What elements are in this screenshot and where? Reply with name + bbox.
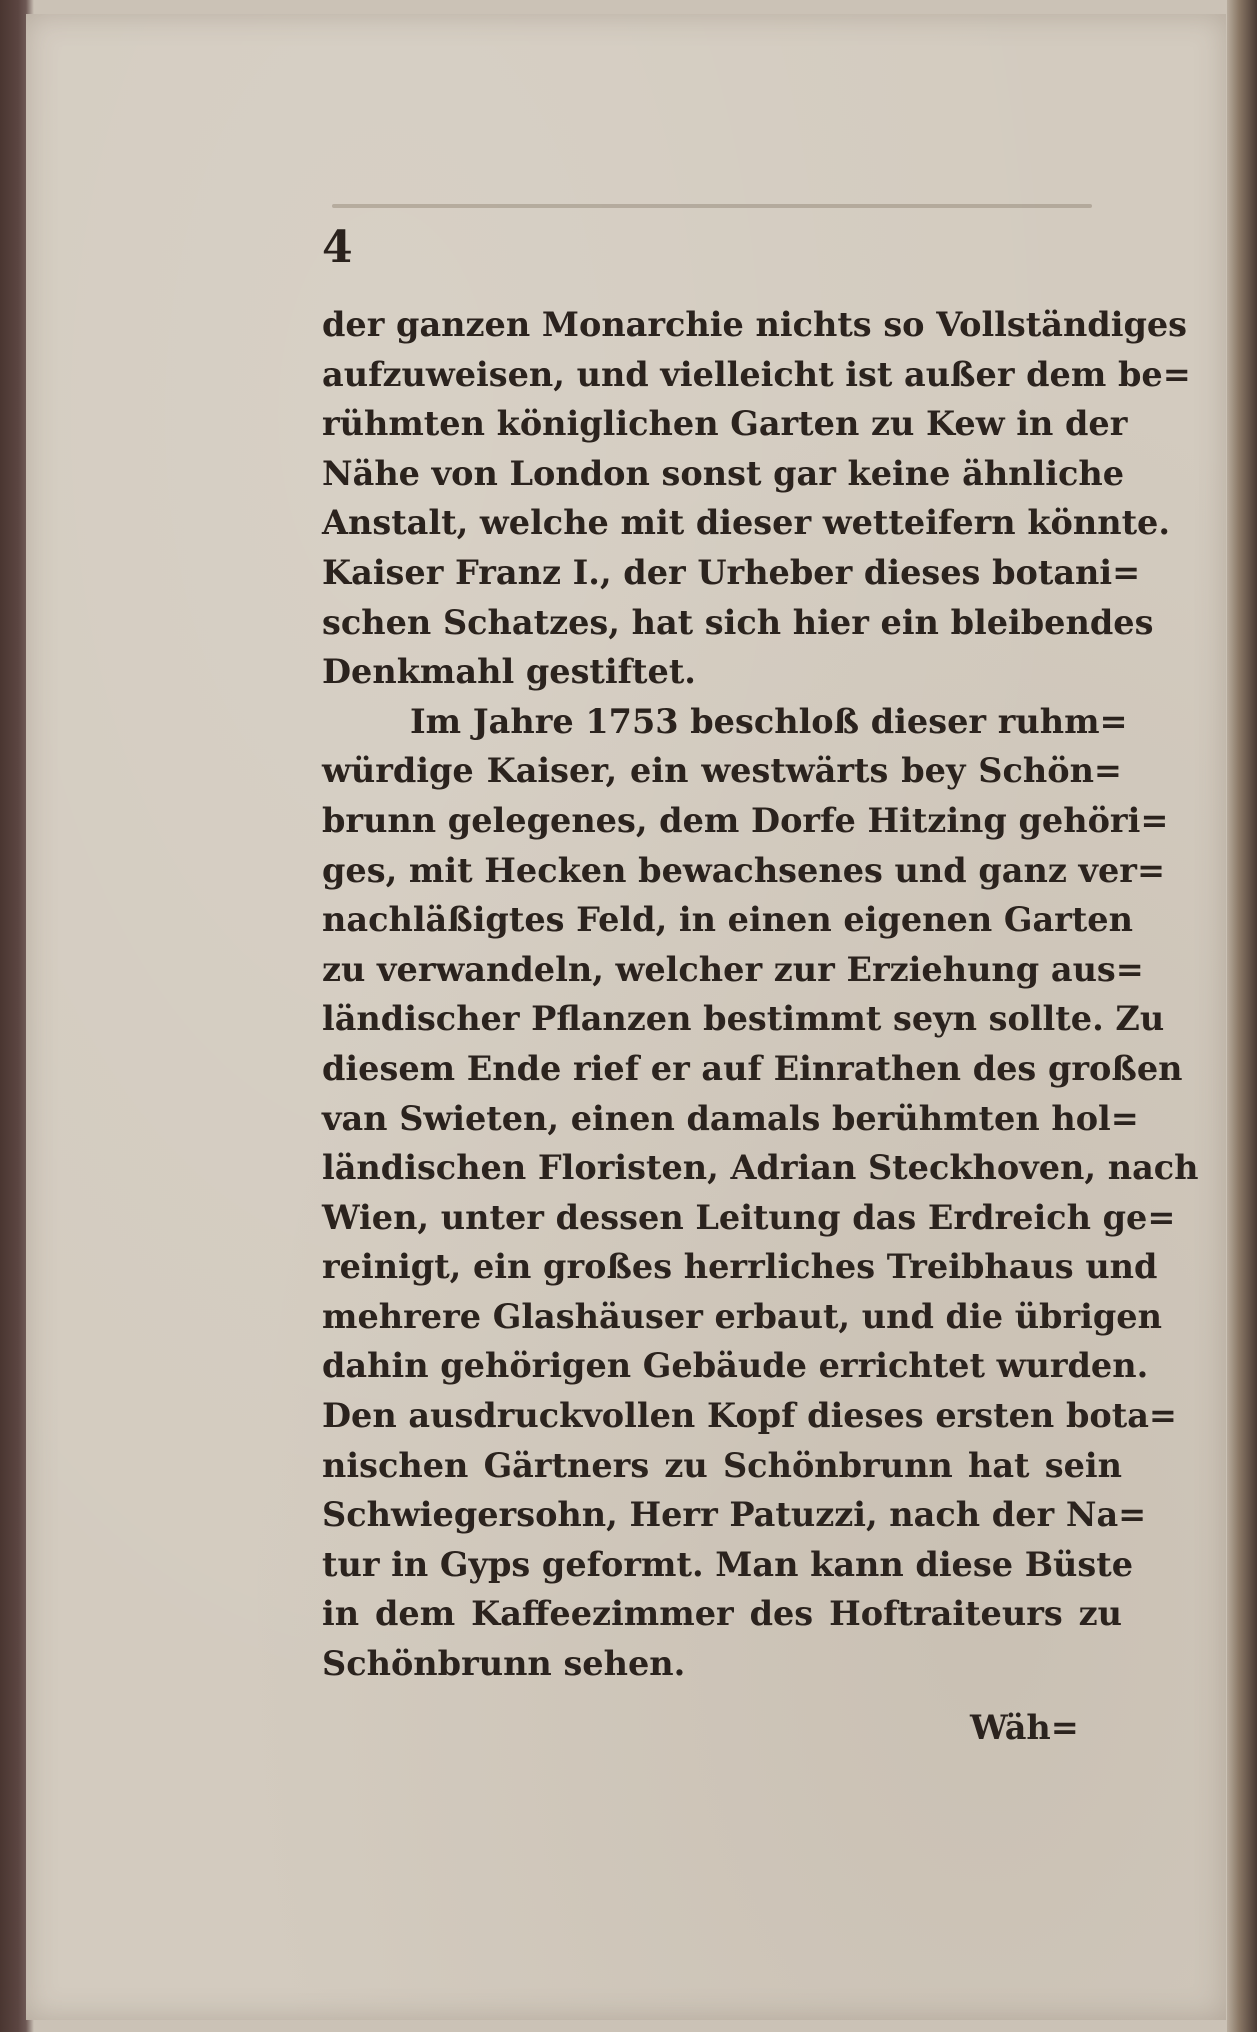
text-line: Nähe von London sonst gar keine ähnliche bbox=[322, 453, 1125, 493]
paragraph-2 bbox=[322, 697, 1199, 1689]
text-line: reinigt, ein großes herrliches Treibhaus und bbox=[322, 1247, 1158, 1287]
text-line: brunn gelegenes, dem Dorfe Hitzing gehöri= bbox=[322, 800, 1169, 840]
text-line: Schwiegersohn, Herr Patuzzi, nach der Na= bbox=[322, 1495, 1147, 1535]
text-line: zu verwandeln, welcher zur Erziehung aus= bbox=[322, 949, 1144, 989]
text-line: Anstalt, welche mit dieser wetteifern könnte. bbox=[322, 503, 1171, 543]
text-line: ges, mit Hecken bewachsenes und ganz ver= bbox=[322, 850, 1166, 890]
text-line: diesem Ende rief er auf Einrathen des großen bbox=[322, 1048, 1183, 1088]
text-line: würdige Kaiser, ein westwärts bey Schön= bbox=[322, 751, 1122, 791]
text-line: Den ausdruckvollen Kopf dieses ersten bota= bbox=[322, 1396, 1177, 1436]
text-line: Wien, unter dessen Leitung das Erdreich ge= bbox=[322, 1197, 1176, 1237]
page-number: 4 bbox=[322, 222, 353, 273]
text-line: dahin gehörigen Gebäude errichtet wurden. bbox=[322, 1346, 1149, 1386]
text-line: nischen Gärtners zu Schönbrunn hat sein bbox=[322, 1445, 1122, 1485]
text-line: schen Schatzes, hat sich hier ein bleibendes bbox=[322, 602, 1154, 642]
text-line: aufzuweisen, und vielleicht ist außer dem be= bbox=[322, 354, 1191, 394]
paragraph-1 bbox=[322, 300, 1191, 697]
body-text bbox=[322, 300, 1199, 1689]
text-line: der ganzen Monarchie nichts so Vollständiges bbox=[322, 305, 1188, 344]
text-line: tur in Gyps geformt. Man kann diese Büste bbox=[322, 1544, 1134, 1584]
text-line: ländischer Pflanzen bestimmt seyn sollte. Zu bbox=[322, 999, 1165, 1039]
text-line: rühmten königlichen Garten zu Kew in der bbox=[322, 404, 1128, 444]
book-spine-edge bbox=[1227, 0, 1257, 2032]
header-rule bbox=[332, 204, 1092, 208]
text-line: Im Jahre 1753 beschloß dieser ruhm= bbox=[410, 701, 1128, 741]
text-line: Kaiser Franz I., der Urheber dieses botani= bbox=[322, 552, 1141, 592]
text-line: van Swieten, einen damals berühmten hol= bbox=[322, 1098, 1139, 1138]
text-line: mehrere Glashäuser erbaut, und die übrigen bbox=[322, 1296, 1162, 1336]
text-line: in dem Kaffeezimmer des Hoftraiteurs zu bbox=[322, 1594, 1122, 1634]
catchword: Wäh= bbox=[970, 1708, 1079, 1747]
text-line: Denkmahl gestiftet. bbox=[322, 652, 696, 692]
text-line: ländischen Floristen, Adrian Steckhoven, nach bbox=[322, 1148, 1199, 1188]
text-line: Schönbrunn sehen. bbox=[322, 1644, 686, 1684]
text-line: nachläßigtes Feld, in einen eigenen Garten bbox=[322, 900, 1133, 940]
